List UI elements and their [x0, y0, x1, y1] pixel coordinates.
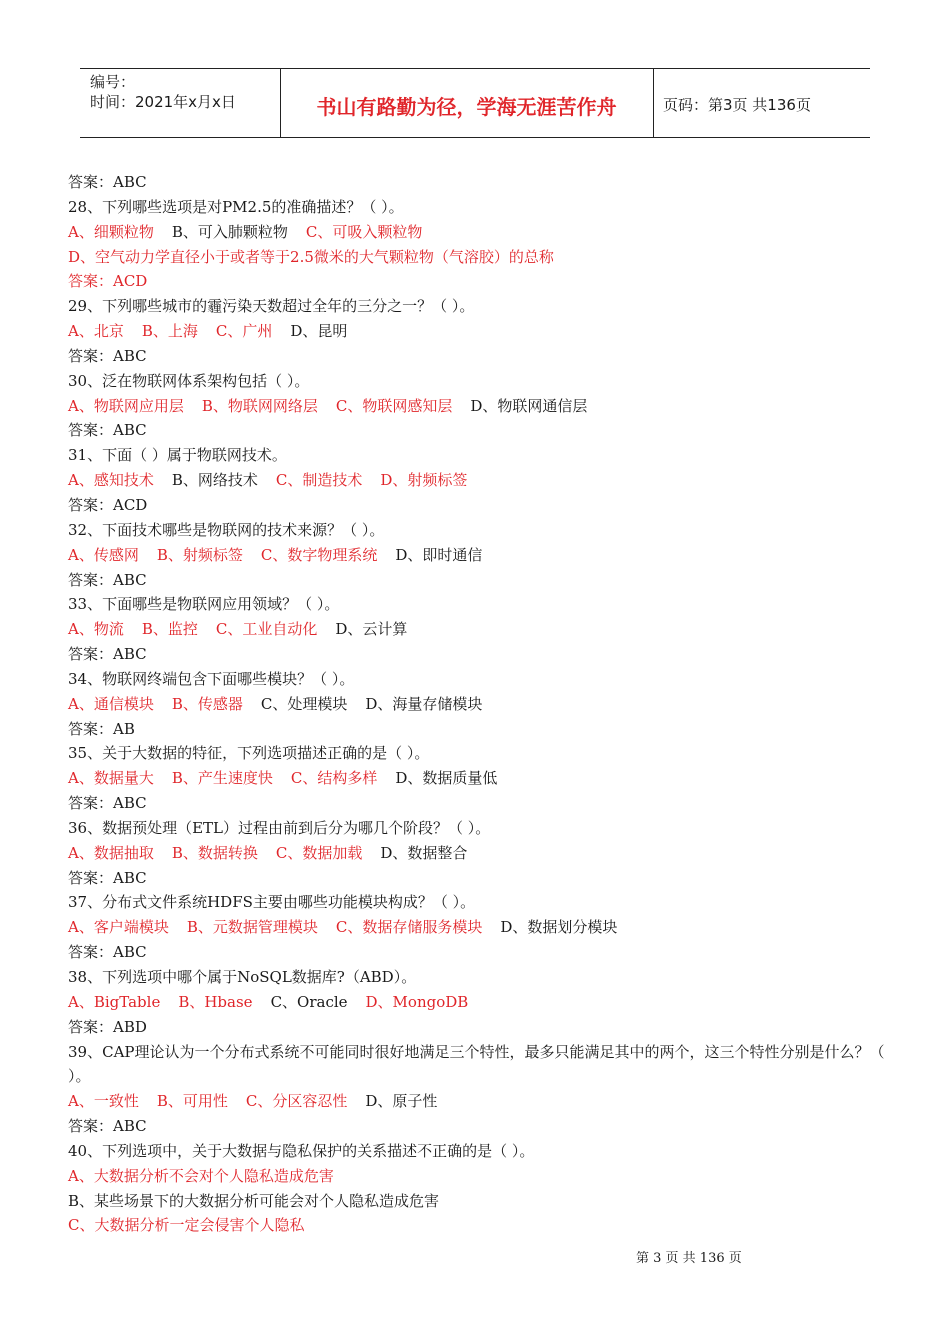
answer-line: 答案：ABC: [68, 570, 147, 589]
option-item: B、Hbase: [178, 992, 253, 1011]
option-row: [68, 766, 888, 791]
option-item: C、大数据分析一定会侵害个人隐私: [68, 1216, 305, 1235]
page-footer: 第 3 页 共 136 页: [636, 1251, 742, 1266]
option-item: A、BigTable: [68, 992, 161, 1011]
option-item: B、物联网网络层: [201, 396, 318, 415]
option-item: D、数据质量低: [395, 769, 498, 788]
option-item: A、通信模块: [68, 694, 154, 713]
option-item: C、结构多样: [290, 769, 378, 788]
answer-line: 答案：ABC: [68, 794, 147, 813]
option-item: D、云计算: [335, 620, 408, 639]
question-text: 34、物联网终端包含下面哪些模块？（ ）。: [68, 669, 355, 688]
question-text: 37、分布式文件系统HDFS主要由哪些功能模块构成？（ ）。: [68, 893, 476, 912]
option-row: [68, 220, 888, 245]
header-page-info: 页码：第3页 共136页: [663, 96, 811, 114]
option-row: [68, 990, 888, 1015]
option-item: C、Oracle: [270, 992, 348, 1011]
document-number-label: 编号：: [90, 73, 136, 91]
answer-line: 答案：ABC: [68, 421, 147, 440]
question-text: 28、下列哪些选项是对PM2.5的准确描述？（ ）。: [68, 197, 404, 216]
option-item: C、物联网感知层: [335, 396, 453, 415]
option-item: A、北京: [68, 322, 124, 341]
option-item: B、上海: [141, 322, 198, 341]
option-item: C、广州: [215, 322, 273, 341]
option-item: A、感知技术: [68, 471, 154, 490]
question-text: 40、下列选项中，关于大数据与隐私保护的关系描述不正确的是（ ）。: [68, 1141, 535, 1160]
question-text: 32、下面技术哪些是物联网的技术来源？（ ）。: [68, 520, 385, 539]
option-item: B、网络技术: [171, 471, 258, 490]
answer-line: 答案：AB: [68, 719, 135, 738]
option-item: B、监控: [141, 620, 198, 639]
question-text: 38、下列选项中哪个属于NoSQL数据库?（ABD）。: [68, 968, 417, 986]
answer-line: 答案：ABC: [68, 173, 147, 191]
answer-line: 答案：ABC: [68, 645, 147, 664]
option-item: B、数据转换: [171, 843, 258, 862]
option-item: B、射频标签: [156, 545, 243, 564]
option-item: D、即时通信: [395, 545, 483, 564]
option-item: D、空气动力学直径小于或者等于2.5微米的大气颗粒物（气溶胶）的总称: [68, 247, 554, 266]
option-row: [68, 1189, 888, 1214]
question-text: 35、关于大数据的特征，下列选项描述正确的是（ ）。: [68, 744, 430, 763]
option-item: C、制造技术: [275, 471, 363, 490]
option-row: [68, 915, 888, 940]
option-row: [68, 1089, 888, 1114]
option-item: D、昆明: [290, 322, 348, 341]
option-item: B、元数据管理模块: [186, 918, 318, 937]
option-item: D、海量存储模块: [365, 694, 483, 713]
option-row: [68, 543, 888, 568]
option-item: D、数据划分模块: [500, 918, 618, 937]
question-text: 33、下面哪些是物联网应用领域？（ ）。: [68, 595, 340, 614]
question-text: 29、下列哪些城市的霾污染天数超过全年的三分之一？（ ）。: [68, 297, 475, 316]
option-item: A、客户端模块: [68, 918, 169, 937]
option-item: A、物流: [68, 620, 124, 639]
header-motto-cell: [280, 69, 654, 137]
option-item: C、工业自动化: [215, 620, 318, 639]
option-item: A、一致性: [68, 1092, 139, 1111]
option-row: [68, 245, 888, 270]
option-item: B、可用性: [156, 1092, 228, 1111]
answer-line: 答案：ACD: [68, 495, 148, 514]
option-row: [68, 841, 888, 866]
option-row: [68, 617, 888, 642]
option-row: [68, 692, 888, 717]
option-row: [68, 1213, 888, 1238]
answer-line: 答案：ABD: [68, 1017, 147, 1036]
option-item: D、MongoDB: [365, 992, 469, 1011]
option-item: C、数据加载: [275, 843, 363, 862]
option-item: A、传感网: [68, 545, 139, 564]
answer-line: 答案：ABC: [68, 868, 147, 887]
option-row: [68, 1164, 888, 1189]
option-item: C、数据存储服务模块: [335, 918, 483, 937]
option-item: B、某些场景下的大数据分析可能会对个人隐私造成危害: [68, 1191, 440, 1210]
answer-line: 答案：ABC: [68, 943, 147, 962]
option-item: B、传感器: [171, 694, 243, 713]
question-text: 31、下面（ ）属于物联网技术。: [68, 446, 287, 465]
header-motto: 书山有路勤为径，学海无涯苦作舟: [316, 95, 617, 119]
document-date-label: 时间：2021年x月x日: [90, 93, 236, 111]
option-item: D、物联网通信层: [470, 396, 588, 415]
option-item: A、细颗粒物: [68, 222, 154, 241]
answer-line: 答案：ABC: [68, 1117, 147, 1136]
option-item: D、射频标签: [380, 471, 468, 490]
option-item: C、可吸入颗粒物: [305, 222, 423, 241]
option-item: C、分区容忍性: [245, 1092, 348, 1111]
option-row: [68, 319, 888, 344]
option-item: B、可入肺颗粒物: [171, 222, 288, 241]
page-header: [80, 68, 870, 138]
option-item: B、产生速度快: [171, 769, 273, 788]
option-row: [68, 394, 888, 419]
option-item: D、原子性: [365, 1092, 438, 1111]
question-text: 36、数据预处理（ETL）过程由前到后分为哪几个阶段？（ ）。: [68, 818, 491, 837]
answer-line: 答案：ACD: [68, 272, 148, 291]
header-meta-cell: [80, 69, 281, 137]
option-item: D、数据整合: [380, 843, 468, 862]
question-text: 39、CAP理论认为一个分布式系统不可能同时很好地满足三个特性，最多只能满足其中的两个，这三个特性分别是什么？（ ）。: [68, 1042, 885, 1086]
option-item: A、物联网应用层: [68, 396, 184, 415]
option-row: [68, 468, 888, 493]
option-item: C、处理模块: [260, 694, 348, 713]
option-item: A、数据量大: [68, 769, 154, 788]
option-item: C、数字物理系统: [260, 545, 378, 564]
answer-line: 答案：ABC: [68, 346, 147, 365]
header-page-cell: [653, 69, 870, 137]
question-text: 30、泛在物联网体系架构包括（ ）。: [68, 371, 310, 390]
question-list: [68, 170, 888, 1238]
option-item: A、大数据分析不会对个人隐私造成危害: [68, 1166, 334, 1185]
option-item: A、数据抽取: [68, 843, 154, 862]
